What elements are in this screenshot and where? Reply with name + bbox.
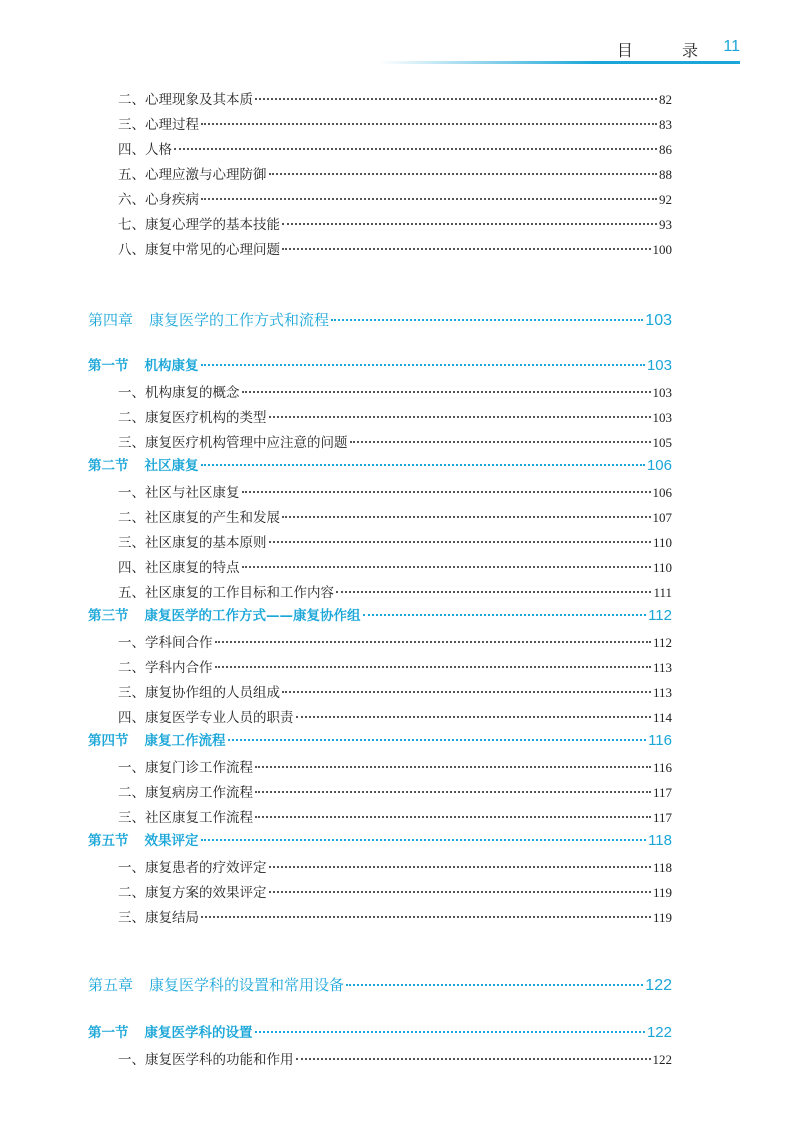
toc-item[interactable] [118,806,672,826]
toc-item-page: 117 [652,785,672,800]
toc-item-title: 八、康复中常见的心理问题 [118,242,280,258]
toc-item[interactable] [118,431,672,451]
toc-item-page: 93 [659,217,672,232]
toc-item[interactable] [118,656,672,676]
toc-item-title: 四、人格 [118,142,172,158]
toc-section[interactable] [88,729,672,749]
toc-section[interactable] [88,354,672,374]
toc-item-title: 二、康复方案的效果评定 [118,885,267,901]
toc-item[interactable] [118,113,672,133]
toc-item-page: 100 [652,242,672,257]
toc-item-page: 107 [652,510,672,525]
toc-chapter-5[interactable] [88,974,672,995]
section-label: 第一节 [88,358,129,374]
section-label: 第三节 [88,608,129,624]
toc-item-page: 83 [659,117,672,132]
toc-item-page: 113 [652,685,672,700]
toc-item-title: 一、社区与社区康复 [118,485,240,501]
toc-item-title: 五、社区康复的工作目标和工作内容 [118,585,334,601]
toc-item-title: 二、学科内合作 [118,660,213,676]
toc-section[interactable] [88,829,672,849]
toc-item-page: 113 [652,660,672,675]
toc-section[interactable] [88,454,672,474]
toc-item-page: 122 [652,1052,672,1067]
toc-item-page: 119 [652,910,672,925]
toc-item-page: 106 [652,485,672,500]
toc-section[interactable] [88,1021,672,1041]
section-title: 康复医学科的设置 [144,1025,253,1041]
toc-item-page: 110 [652,535,672,550]
toc-item[interactable] [118,581,672,601]
toc-item-title: 一、机构康复的概念 [118,385,240,401]
header-title: 目 录 [616,41,720,60]
toc-item[interactable] [118,756,672,776]
toc-item[interactable] [118,138,672,158]
section-page: 112 [648,607,672,624]
toc-item[interactable] [118,856,672,876]
toc-item-page: 117 [652,810,672,825]
toc-item[interactable] [118,881,672,901]
chapter-label: 第四章 [88,311,134,329]
chapter-page: 122 [645,977,672,994]
section-page: 116 [648,732,672,749]
toc-item[interactable] [118,481,672,501]
toc-item[interactable] [118,1048,672,1068]
toc-item[interactable] [118,556,672,576]
section-title: 社区康复 [144,458,199,474]
section-page: 118 [648,832,672,849]
toc-item-title: 二、社区康复的产生和发展 [118,510,280,526]
toc-item-title: 三、康复结局 [118,910,199,926]
toc-item[interactable] [118,706,672,726]
toc-item[interactable] [118,506,672,526]
section-page: 103 [646,357,672,374]
toc-item-title: 一、康复门诊工作流程 [118,760,253,776]
toc-item-title: 四、社区康复的特点 [118,560,240,576]
toc-item-page: 82 [659,92,672,107]
toc-item-title: 六、心身疾病 [118,192,199,208]
section-label: 第四节 [88,733,129,749]
section-title: 效果评定 [144,833,199,849]
section-label: 第二节 [88,458,129,474]
toc-chapter-4[interactable] [88,309,672,330]
toc-item-title: 三、康复医疗机构管理中应注意的问题 [118,435,348,451]
toc-item-page: 88 [659,167,672,182]
toc-item[interactable] [118,681,672,701]
toc-item-page: 114 [652,710,672,725]
chapter-title: 康复医学的工作方式和流程 [149,311,330,329]
toc-item-page: 112 [652,635,672,650]
toc-item-page: 111 [653,585,672,600]
section-title: 机构康复 [144,358,199,374]
toc-item-page: 103 [652,385,672,400]
toc-item[interactable] [118,188,672,208]
toc-item-page: 86 [659,142,672,157]
section-label: 第五节 [88,833,129,849]
section-title: 康复工作流程 [144,733,226,749]
toc-item[interactable] [118,381,672,401]
toc-item-title: 四、康复医学专业人员的职责 [118,710,294,726]
toc-item-page: 119 [652,885,672,900]
toc-item-page: 118 [652,860,672,875]
toc-item[interactable] [118,906,672,926]
toc-item-title: 三、心理过程 [118,117,199,133]
toc-item-page: 110 [652,560,672,575]
section-label: 第一节 [88,1025,129,1041]
toc-item-title: 一、学科间合作 [118,635,213,651]
toc-item[interactable] [118,213,672,233]
header-page-number: 11 [723,38,740,55]
section-page: 122 [646,1024,672,1041]
toc-item-page: 92 [659,192,672,207]
toc-item-title: 五、心理应激与心理防御 [118,167,267,183]
chapter-title: 康复医学科的设置和常用设备 [149,976,345,994]
toc-item-page: 116 [652,760,672,775]
toc-item-title: 二、心理现象及其本质 [118,92,253,108]
toc-item-title: 三、康复协作组的人员组成 [118,685,280,701]
toc-item[interactable] [118,163,672,183]
section-title: 康复医学的工作方式——康复协作组 [144,608,361,624]
section-page: 106 [646,457,672,474]
toc-section[interactable] [88,604,672,624]
toc-item[interactable] [118,631,672,651]
toc-item-title: 三、社区康复工作流程 [118,810,253,826]
chapter-page: 103 [645,312,672,329]
toc-item[interactable] [118,406,672,426]
toc-item-title: 二、康复病房工作流程 [118,785,253,801]
toc-item-page: 105 [652,435,672,450]
toc-item-title: 二、康复医疗机构的类型 [118,410,267,426]
toc-item[interactable] [118,238,672,258]
toc-item-title: 七、康复心理学的基本技能 [118,217,280,233]
toc-item[interactable] [118,88,672,108]
toc-item-title: 一、康复患者的疗效评定 [118,860,267,876]
toc-item-title: 一、康复医学科的功能和作用 [118,1052,294,1068]
toc-item-title: 三、社区康复的基本原则 [118,535,267,551]
toc-item[interactable] [118,531,672,551]
chapter-label: 第五章 [88,976,134,994]
toc-item[interactable] [118,781,672,801]
toc-item-page: 103 [652,410,672,425]
